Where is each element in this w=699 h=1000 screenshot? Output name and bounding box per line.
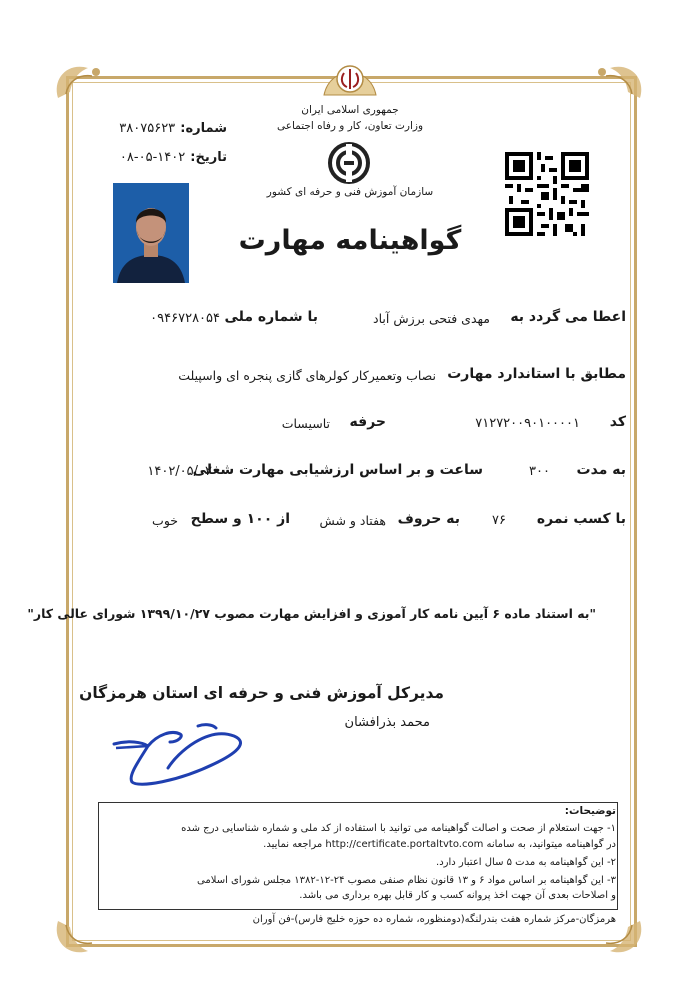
words-value: هفتاد و شش	[319, 513, 386, 528]
person-photo-icon	[113, 183, 189, 283]
legal-reference: "به استناد ماده ۶ آیین نامه کار آموزی و افزایش مهارت مصوب ۱۳۹۹/۱۰/۲۷ شورای عالی کار"	[27, 606, 596, 621]
certificate-title: گواهینامه مهارت	[238, 225, 462, 256]
code-value: ۷۱۲۷۲۰۰۹۰۱۰۰۰۰۱	[475, 416, 580, 431]
out-of-label: از ۱۰۰ و سطح	[190, 511, 290, 527]
level-value: خوب	[152, 513, 178, 528]
standard-label: مطابق با استاندارد مهارت	[447, 366, 626, 382]
note-3a: ۳- این گواهینامه بر اساس مواد ۶ و ۱۳ قانون نظام صنفی مصوب ۲۴-۱۲-۱۳۸۲ مجلس شورای اسلامی	[197, 875, 616, 886]
ministry-line-2: وزارت تعاون، کار و رفاه اجتماعی	[276, 120, 424, 132]
qr-code	[505, 152, 589, 236]
signature-icon	[108, 712, 258, 790]
ministry-line-1: جمهوری اسلامی ایران	[301, 104, 399, 116]
corner-ornament-icon	[48, 58, 118, 104]
duration-value: ۳۰۰	[529, 464, 550, 479]
score-value: ۷۶	[492, 513, 506, 528]
date-label: تاریخ:	[190, 150, 227, 165]
awarded-label: اعطا می گردد به	[510, 309, 626, 325]
note-3b: و اصلاحات بعدی آن جهت اخذ پروانه کسب و کار قابل بهره برداری می باشد.	[299, 890, 616, 901]
date-value: ۱۴۰۲-۰۵-۰۸	[119, 150, 186, 165]
trade-label: حرفه	[349, 414, 386, 430]
iran-emblem-icon	[320, 55, 380, 103]
duration-label: به مدت	[576, 462, 626, 478]
tvto-logo-icon	[320, 142, 378, 184]
code-label: کد	[609, 414, 626, 430]
score-label: با کسب نمره	[536, 511, 626, 527]
number-value: ۳۸۰۷۵۶۲۳	[119, 121, 176, 136]
words-label: به حروف	[397, 511, 460, 527]
trade-value: تاسیسات	[281, 416, 330, 431]
national-id-value: ۰۹۴۶۷۲۸۰۵۴	[150, 311, 220, 326]
certificate-number	[112, 117, 227, 136]
note-1a: ۱- جهت استعلام از صحت و اصالت گواهینامه می توانید با استفاده از کد ملی و شماره شناسایی درج شده	[181, 823, 616, 834]
number-label: شماره:	[180, 121, 227, 136]
standard-value: نصاب وتعمیرکار کولرهای گازی پنجره ای واسپیلت	[178, 368, 436, 383]
assessment-date: ۱۴۰۲/۰۵/۰۲	[147, 464, 212, 479]
notes-heading: توضیحات:	[564, 805, 616, 817]
corner-ornament-icon	[580, 58, 650, 104]
organization-name: سازمان آموزش فنی و حرفه ای کشور	[266, 186, 434, 198]
note-2: ۲- این گواهینامه به مدت ۵ سال اعتبار دارد.	[436, 857, 616, 868]
notes-footer: هرمزگان-مرکز شماره هفت بندرلنگه(دومنظوره، شماره ده حوزه خلیج فارس)-فن آوران	[252, 914, 616, 925]
national-id-label: با شماره ملی	[224, 309, 318, 325]
note-1b: در گواهینامه میتوانید، به سامانه http://certificate.portaltvto.com مراجعه نمایید.	[263, 839, 616, 850]
director-name: محمد بذرافشان	[344, 715, 430, 730]
certificate-date	[100, 146, 227, 165]
director-title: مدیرکل آموزش فنی و حرفه ای استان هرمزگان	[79, 684, 444, 702]
awarded-name: مهدی فتحی برزش آباد	[373, 311, 490, 326]
assessment-label: ساعت و بر اساس ارزشیابی مهارت شغلی	[192, 462, 483, 478]
holder-photo	[113, 183, 189, 283]
